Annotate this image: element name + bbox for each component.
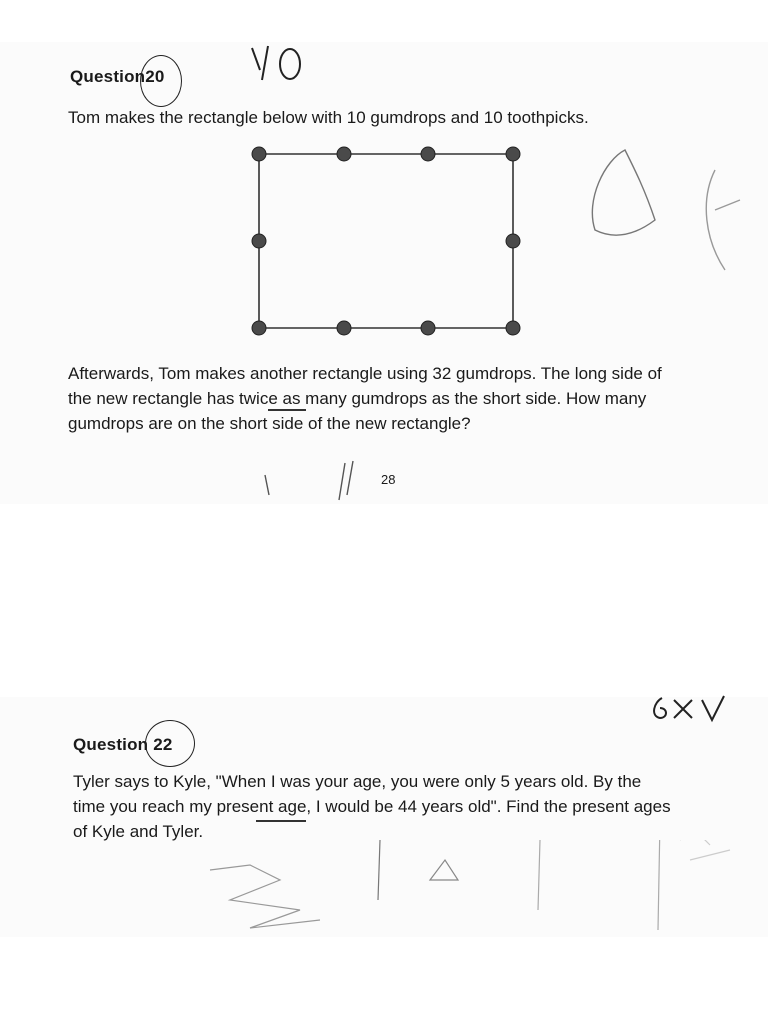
handwritten-circle [145, 720, 195, 767]
handwritten-work-scribble [190, 840, 768, 940]
followup-line: Afterwards, Tom makes another rectangle using 32 gumdrops. The long side of [68, 364, 662, 383]
statement-line: time you reach my present age, I would be 44 years old". Find the present ages [73, 797, 671, 816]
handwritten-note-40 [240, 40, 320, 90]
toothpicks [259, 154, 513, 328]
gumdrop [252, 321, 266, 335]
gumdrop [252, 234, 266, 248]
gumdrop [337, 321, 351, 335]
gumdrop [421, 321, 435, 335]
handwritten-underline [268, 409, 306, 411]
gumdrop [252, 147, 266, 161]
handwritten-underline [256, 820, 306, 822]
gumdrop [506, 321, 520, 335]
gumdrop [506, 147, 520, 161]
gumdrop-rectangle-figure [245, 140, 530, 340]
statement-line: Tyler says to Kyle, "When I was your age, you were only 5 years old. By the [73, 772, 642, 791]
gumdrop [506, 234, 520, 248]
question-20-title: Question20 [70, 67, 165, 86]
followup-line: gumdrops are on the short side of the new rectangle? [68, 414, 471, 433]
question-22-statement [73, 769, 733, 844]
followup-line: the new rectangle has twice as many gumdrops as the short side. How many [68, 389, 647, 408]
handwritten-note-6xv [640, 690, 750, 725]
page-number: 28 [381, 472, 396, 487]
question-20-followup [68, 361, 728, 436]
handwritten-circle [140, 55, 182, 107]
question-22-title: Question 22 [73, 735, 173, 754]
margin-scribble [235, 455, 365, 505]
margin-scribble [565, 140, 755, 280]
statement-line: of Kyle and Tyler. [73, 822, 204, 841]
gumdrop [337, 147, 351, 161]
gumdrops [252, 147, 520, 335]
question-20-statement: Tom makes the rectangle below with 10 gumdrops and 10 toothpicks. [68, 108, 589, 127]
gumdrop [421, 147, 435, 161]
